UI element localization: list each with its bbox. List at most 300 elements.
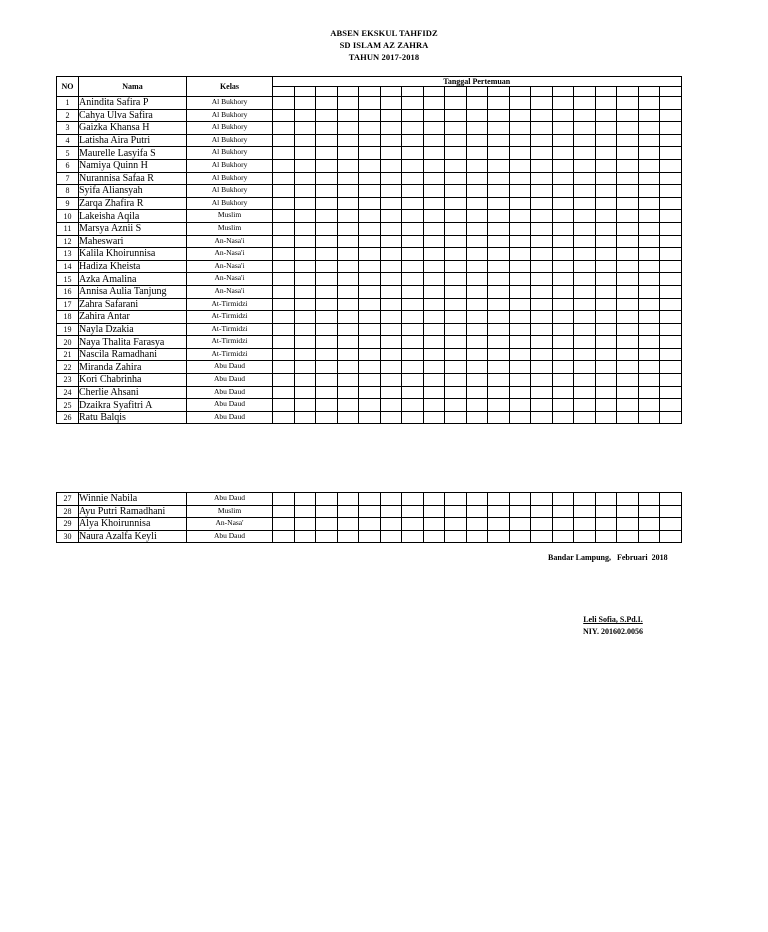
attendance-cell[interactable]: [595, 235, 617, 248]
attendance-cell[interactable]: [574, 505, 596, 518]
attendance-cell[interactable]: [337, 159, 359, 172]
attendance-cell[interactable]: [638, 411, 660, 424]
attendance-cell[interactable]: [552, 311, 574, 324]
attendance-cell[interactable]: [359, 311, 381, 324]
attendance-cell[interactable]: [445, 298, 467, 311]
attendance-cell[interactable]: [660, 147, 682, 160]
attendance-cell[interactable]: [617, 361, 639, 374]
attendance-cell[interactable]: [531, 260, 553, 273]
attendance-cell[interactable]: [509, 323, 531, 336]
attendance-cell[interactable]: [359, 386, 381, 399]
attendance-cell[interactable]: [509, 399, 531, 412]
attendance-cell[interactable]: [316, 386, 338, 399]
attendance-cell[interactable]: [466, 298, 488, 311]
attendance-cell[interactable]: [660, 298, 682, 311]
attendance-cell[interactable]: [294, 97, 316, 110]
attendance-cell[interactable]: [294, 122, 316, 135]
attendance-cell[interactable]: [294, 109, 316, 122]
attendance-cell[interactable]: [316, 134, 338, 147]
attendance-cell[interactable]: [660, 361, 682, 374]
attendance-cell[interactable]: [337, 348, 359, 361]
attendance-cell[interactable]: [595, 210, 617, 223]
attendance-cell[interactable]: [423, 518, 445, 531]
attendance-cell[interactable]: [466, 185, 488, 198]
attendance-cell[interactable]: [294, 222, 316, 235]
attendance-cell[interactable]: [466, 109, 488, 122]
attendance-cell[interactable]: [509, 411, 531, 424]
attendance-cell[interactable]: [445, 185, 467, 198]
attendance-cell[interactable]: [660, 348, 682, 361]
attendance-cell[interactable]: [488, 530, 510, 543]
attendance-cell[interactable]: [273, 493, 295, 506]
attendance-cell[interactable]: [595, 336, 617, 349]
attendance-cell[interactable]: [445, 248, 467, 261]
attendance-cell[interactable]: [617, 374, 639, 387]
attendance-cell[interactable]: [445, 222, 467, 235]
attendance-cell[interactable]: [466, 210, 488, 223]
attendance-cell[interactable]: [488, 361, 510, 374]
attendance-cell[interactable]: [402, 411, 424, 424]
attendance-cell[interactable]: [531, 210, 553, 223]
attendance-cell[interactable]: [273, 311, 295, 324]
attendance-cell[interactable]: [402, 248, 424, 261]
attendance-cell[interactable]: [402, 361, 424, 374]
attendance-cell[interactable]: [380, 172, 402, 185]
attendance-cell[interactable]: [660, 399, 682, 412]
attendance-cell[interactable]: [466, 386, 488, 399]
attendance-cell[interactable]: [423, 248, 445, 261]
attendance-cell[interactable]: [617, 518, 639, 531]
attendance-cell[interactable]: [660, 134, 682, 147]
attendance-cell[interactable]: [402, 530, 424, 543]
attendance-cell[interactable]: [359, 185, 381, 198]
attendance-cell[interactable]: [617, 411, 639, 424]
attendance-cell[interactable]: [337, 185, 359, 198]
attendance-cell[interactable]: [423, 323, 445, 336]
attendance-cell[interactable]: [445, 122, 467, 135]
attendance-cell[interactable]: [488, 399, 510, 412]
attendance-cell[interactable]: [531, 311, 553, 324]
attendance-cell[interactable]: [273, 348, 295, 361]
attendance-cell[interactable]: [337, 222, 359, 235]
attendance-cell[interactable]: [273, 185, 295, 198]
attendance-cell[interactable]: [531, 348, 553, 361]
attendance-cell[interactable]: [337, 273, 359, 286]
attendance-cell[interactable]: [402, 336, 424, 349]
attendance-cell[interactable]: [445, 273, 467, 286]
attendance-cell[interactable]: [531, 122, 553, 135]
attendance-cell[interactable]: [488, 518, 510, 531]
attendance-cell[interactable]: [445, 159, 467, 172]
attendance-cell[interactable]: [402, 518, 424, 531]
attendance-cell[interactable]: [445, 374, 467, 387]
attendance-cell[interactable]: [337, 109, 359, 122]
attendance-cell[interactable]: [617, 311, 639, 324]
attendance-cell[interactable]: [316, 374, 338, 387]
attendance-cell[interactable]: [488, 348, 510, 361]
attendance-cell[interactable]: [638, 122, 660, 135]
attendance-cell[interactable]: [316, 185, 338, 198]
attendance-cell[interactable]: [595, 323, 617, 336]
attendance-cell[interactable]: [402, 185, 424, 198]
attendance-cell[interactable]: [273, 235, 295, 248]
attendance-cell[interactable]: [552, 399, 574, 412]
attendance-cell[interactable]: [273, 210, 295, 223]
attendance-cell[interactable]: [660, 235, 682, 248]
attendance-cell[interactable]: [595, 348, 617, 361]
attendance-cell[interactable]: [359, 134, 381, 147]
attendance-cell[interactable]: [380, 311, 402, 324]
attendance-cell[interactable]: [423, 348, 445, 361]
attendance-cell[interactable]: [488, 323, 510, 336]
attendance-cell[interactable]: [552, 273, 574, 286]
attendance-cell[interactable]: [617, 285, 639, 298]
attendance-cell[interactable]: [488, 311, 510, 324]
attendance-cell[interactable]: [423, 530, 445, 543]
attendance-cell[interactable]: [316, 273, 338, 286]
attendance-cell[interactable]: [552, 235, 574, 248]
attendance-cell[interactable]: [617, 298, 639, 311]
attendance-cell[interactable]: [552, 185, 574, 198]
attendance-cell[interactable]: [617, 399, 639, 412]
attendance-cell[interactable]: [595, 185, 617, 198]
attendance-cell[interactable]: [402, 235, 424, 248]
attendance-cell[interactable]: [316, 147, 338, 160]
attendance-cell[interactable]: [660, 97, 682, 110]
attendance-cell[interactable]: [552, 134, 574, 147]
attendance-cell[interactable]: [316, 97, 338, 110]
attendance-cell[interactable]: [423, 122, 445, 135]
attendance-cell[interactable]: [638, 374, 660, 387]
attendance-cell[interactable]: [380, 530, 402, 543]
attendance-cell[interactable]: [488, 185, 510, 198]
attendance-cell[interactable]: [488, 260, 510, 273]
attendance-cell[interactable]: [466, 260, 488, 273]
attendance-cell[interactable]: [531, 493, 553, 506]
attendance-cell[interactable]: [552, 505, 574, 518]
attendance-cell[interactable]: [380, 109, 402, 122]
attendance-cell[interactable]: [380, 260, 402, 273]
attendance-cell[interactable]: [380, 97, 402, 110]
attendance-cell[interactable]: [294, 210, 316, 223]
attendance-cell[interactable]: [595, 399, 617, 412]
attendance-cell[interactable]: [595, 493, 617, 506]
attendance-cell[interactable]: [273, 374, 295, 387]
attendance-cell[interactable]: [445, 97, 467, 110]
attendance-cell[interactable]: [359, 505, 381, 518]
attendance-cell[interactable]: [531, 273, 553, 286]
attendance-cell[interactable]: [402, 285, 424, 298]
attendance-cell[interactable]: [574, 159, 596, 172]
attendance-cell[interactable]: [402, 172, 424, 185]
attendance-cell[interactable]: [359, 109, 381, 122]
attendance-cell[interactable]: [531, 172, 553, 185]
attendance-cell[interactable]: [660, 172, 682, 185]
attendance-cell[interactable]: [380, 323, 402, 336]
attendance-cell[interactable]: [531, 323, 553, 336]
attendance-cell[interactable]: [617, 134, 639, 147]
attendance-cell[interactable]: [466, 374, 488, 387]
attendance-cell[interactable]: [552, 530, 574, 543]
attendance-cell[interactable]: [380, 197, 402, 210]
attendance-cell[interactable]: [617, 336, 639, 349]
attendance-cell[interactable]: [638, 298, 660, 311]
attendance-cell[interactable]: [402, 134, 424, 147]
attendance-cell[interactable]: [445, 285, 467, 298]
attendance-cell[interactable]: [617, 260, 639, 273]
attendance-cell[interactable]: [509, 273, 531, 286]
attendance-cell[interactable]: [423, 109, 445, 122]
attendance-cell[interactable]: [638, 260, 660, 273]
attendance-cell[interactable]: [552, 122, 574, 135]
attendance-cell[interactable]: [531, 97, 553, 110]
attendance-cell[interactable]: [359, 298, 381, 311]
attendance-cell[interactable]: [380, 411, 402, 424]
attendance-cell[interactable]: [509, 248, 531, 261]
attendance-cell[interactable]: [638, 172, 660, 185]
attendance-cell[interactable]: [660, 336, 682, 349]
attendance-cell[interactable]: [488, 374, 510, 387]
attendance-cell[interactable]: [316, 298, 338, 311]
attendance-cell[interactable]: [509, 260, 531, 273]
attendance-cell[interactable]: [380, 505, 402, 518]
attendance-cell[interactable]: [552, 159, 574, 172]
attendance-cell[interactable]: [445, 386, 467, 399]
attendance-cell[interactable]: [294, 172, 316, 185]
attendance-cell[interactable]: [273, 134, 295, 147]
attendance-cell[interactable]: [552, 172, 574, 185]
attendance-cell[interactable]: [488, 172, 510, 185]
attendance-cell[interactable]: [423, 159, 445, 172]
attendance-cell[interactable]: [552, 336, 574, 349]
attendance-cell[interactable]: [617, 109, 639, 122]
attendance-cell[interactable]: [380, 374, 402, 387]
attendance-cell[interactable]: [423, 361, 445, 374]
attendance-cell[interactable]: [466, 197, 488, 210]
attendance-cell[interactable]: [380, 298, 402, 311]
attendance-cell[interactable]: [488, 222, 510, 235]
attendance-cell[interactable]: [509, 185, 531, 198]
attendance-cell[interactable]: [595, 374, 617, 387]
attendance-cell[interactable]: [638, 285, 660, 298]
attendance-cell[interactable]: [273, 172, 295, 185]
attendance-cell[interactable]: [380, 159, 402, 172]
attendance-cell[interactable]: [273, 361, 295, 374]
attendance-cell[interactable]: [316, 336, 338, 349]
attendance-cell[interactable]: [574, 185, 596, 198]
attendance-cell[interactable]: [380, 386, 402, 399]
attendance-cell[interactable]: [380, 235, 402, 248]
attendance-cell[interactable]: [294, 374, 316, 387]
attendance-cell[interactable]: [402, 505, 424, 518]
attendance-cell[interactable]: [466, 336, 488, 349]
attendance-cell[interactable]: [337, 361, 359, 374]
attendance-cell[interactable]: [402, 311, 424, 324]
attendance-cell[interactable]: [660, 323, 682, 336]
attendance-cell[interactable]: [466, 530, 488, 543]
attendance-cell[interactable]: [380, 210, 402, 223]
attendance-cell[interactable]: [552, 285, 574, 298]
attendance-cell[interactable]: [638, 134, 660, 147]
attendance-cell[interactable]: [552, 518, 574, 531]
attendance-cell[interactable]: [660, 210, 682, 223]
attendance-cell[interactable]: [509, 348, 531, 361]
attendance-cell[interactable]: [574, 134, 596, 147]
attendance-cell[interactable]: [617, 147, 639, 160]
attendance-cell[interactable]: [531, 361, 553, 374]
attendance-cell[interactable]: [337, 311, 359, 324]
attendance-cell[interactable]: [617, 222, 639, 235]
attendance-cell[interactable]: [445, 323, 467, 336]
attendance-cell[interactable]: [380, 361, 402, 374]
attendance-cell[interactable]: [595, 298, 617, 311]
attendance-cell[interactable]: [595, 197, 617, 210]
attendance-cell[interactable]: [638, 248, 660, 261]
attendance-cell[interactable]: [359, 336, 381, 349]
attendance-cell[interactable]: [294, 273, 316, 286]
attendance-cell[interactable]: [466, 323, 488, 336]
attendance-cell[interactable]: [488, 493, 510, 506]
attendance-cell[interactable]: [509, 518, 531, 531]
attendance-cell[interactable]: [273, 109, 295, 122]
attendance-cell[interactable]: [316, 210, 338, 223]
attendance-cell[interactable]: [509, 159, 531, 172]
attendance-cell[interactable]: [273, 248, 295, 261]
attendance-cell[interactable]: [294, 311, 316, 324]
attendance-cell[interactable]: [509, 374, 531, 387]
attendance-cell[interactable]: [273, 285, 295, 298]
attendance-cell[interactable]: [294, 248, 316, 261]
attendance-cell[interactable]: [445, 311, 467, 324]
attendance-cell[interactable]: [617, 505, 639, 518]
attendance-cell[interactable]: [574, 222, 596, 235]
attendance-cell[interactable]: [466, 285, 488, 298]
attendance-cell[interactable]: [574, 285, 596, 298]
attendance-cell[interactable]: [273, 147, 295, 160]
attendance-cell[interactable]: [660, 311, 682, 324]
attendance-cell[interactable]: [402, 386, 424, 399]
attendance-cell[interactable]: [294, 411, 316, 424]
attendance-cell[interactable]: [595, 386, 617, 399]
attendance-cell[interactable]: [337, 399, 359, 412]
attendance-cell[interactable]: [423, 185, 445, 198]
attendance-cell[interactable]: [294, 336, 316, 349]
attendance-cell[interactable]: [273, 399, 295, 412]
attendance-cell[interactable]: [531, 134, 553, 147]
attendance-cell[interactable]: [660, 260, 682, 273]
attendance-cell[interactable]: [574, 147, 596, 160]
attendance-cell[interactable]: [466, 518, 488, 531]
attendance-cell[interactable]: [617, 172, 639, 185]
attendance-cell[interactable]: [488, 97, 510, 110]
attendance-cell[interactable]: [359, 348, 381, 361]
attendance-cell[interactable]: [337, 285, 359, 298]
attendance-cell[interactable]: [595, 285, 617, 298]
attendance-cell[interactable]: [552, 374, 574, 387]
attendance-cell[interactable]: [531, 386, 553, 399]
attendance-cell[interactable]: [638, 386, 660, 399]
attendance-cell[interactable]: [466, 222, 488, 235]
attendance-cell[interactable]: [488, 386, 510, 399]
attendance-cell[interactable]: [380, 185, 402, 198]
attendance-cell[interactable]: [660, 273, 682, 286]
attendance-cell[interactable]: [488, 411, 510, 424]
attendance-cell[interactable]: [660, 505, 682, 518]
attendance-cell[interactable]: [595, 273, 617, 286]
attendance-cell[interactable]: [380, 518, 402, 531]
attendance-cell[interactable]: [337, 336, 359, 349]
attendance-cell[interactable]: [595, 361, 617, 374]
attendance-cell[interactable]: [359, 518, 381, 531]
attendance-cell[interactable]: [445, 411, 467, 424]
attendance-cell[interactable]: [423, 260, 445, 273]
attendance-cell[interactable]: [337, 374, 359, 387]
attendance-cell[interactable]: [380, 147, 402, 160]
attendance-cell[interactable]: [337, 147, 359, 160]
attendance-cell[interactable]: [638, 159, 660, 172]
attendance-cell[interactable]: [574, 530, 596, 543]
attendance-cell[interactable]: [294, 260, 316, 273]
attendance-cell[interactable]: [273, 197, 295, 210]
attendance-cell[interactable]: [359, 399, 381, 412]
attendance-cell[interactable]: [617, 493, 639, 506]
attendance-cell[interactable]: [531, 505, 553, 518]
attendance-cell[interactable]: [316, 411, 338, 424]
attendance-cell[interactable]: [380, 273, 402, 286]
attendance-cell[interactable]: [294, 386, 316, 399]
attendance-cell[interactable]: [316, 285, 338, 298]
attendance-cell[interactable]: [316, 505, 338, 518]
attendance-cell[interactable]: [574, 323, 596, 336]
attendance-cell[interactable]: [273, 323, 295, 336]
attendance-cell[interactable]: [531, 222, 553, 235]
attendance-cell[interactable]: [359, 172, 381, 185]
attendance-cell[interactable]: [574, 386, 596, 399]
attendance-cell[interactable]: [294, 518, 316, 531]
attendance-cell[interactable]: [273, 298, 295, 311]
attendance-cell[interactable]: [359, 411, 381, 424]
attendance-cell[interactable]: [402, 323, 424, 336]
attendance-cell[interactable]: [595, 248, 617, 261]
attendance-cell[interactable]: [638, 109, 660, 122]
attendance-cell[interactable]: [337, 505, 359, 518]
attendance-cell[interactable]: [638, 518, 660, 531]
attendance-cell[interactable]: [638, 222, 660, 235]
attendance-cell[interactable]: [466, 97, 488, 110]
attendance-cell[interactable]: [402, 147, 424, 160]
attendance-cell[interactable]: [380, 399, 402, 412]
attendance-cell[interactable]: [445, 493, 467, 506]
attendance-cell[interactable]: [423, 411, 445, 424]
attendance-cell[interactable]: [445, 109, 467, 122]
attendance-cell[interactable]: [423, 285, 445, 298]
attendance-cell[interactable]: [359, 122, 381, 135]
attendance-cell[interactable]: [488, 159, 510, 172]
attendance-cell[interactable]: [552, 210, 574, 223]
attendance-cell[interactable]: [531, 411, 553, 424]
attendance-cell[interactable]: [466, 172, 488, 185]
attendance-cell[interactable]: [509, 147, 531, 160]
attendance-cell[interactable]: [423, 172, 445, 185]
attendance-cell[interactable]: [531, 159, 553, 172]
attendance-cell[interactable]: [638, 493, 660, 506]
attendance-cell[interactable]: [316, 518, 338, 531]
attendance-cell[interactable]: [337, 248, 359, 261]
attendance-cell[interactable]: [423, 97, 445, 110]
attendance-cell[interactable]: [531, 374, 553, 387]
attendance-cell[interactable]: [316, 222, 338, 235]
attendance-cell[interactable]: [509, 298, 531, 311]
